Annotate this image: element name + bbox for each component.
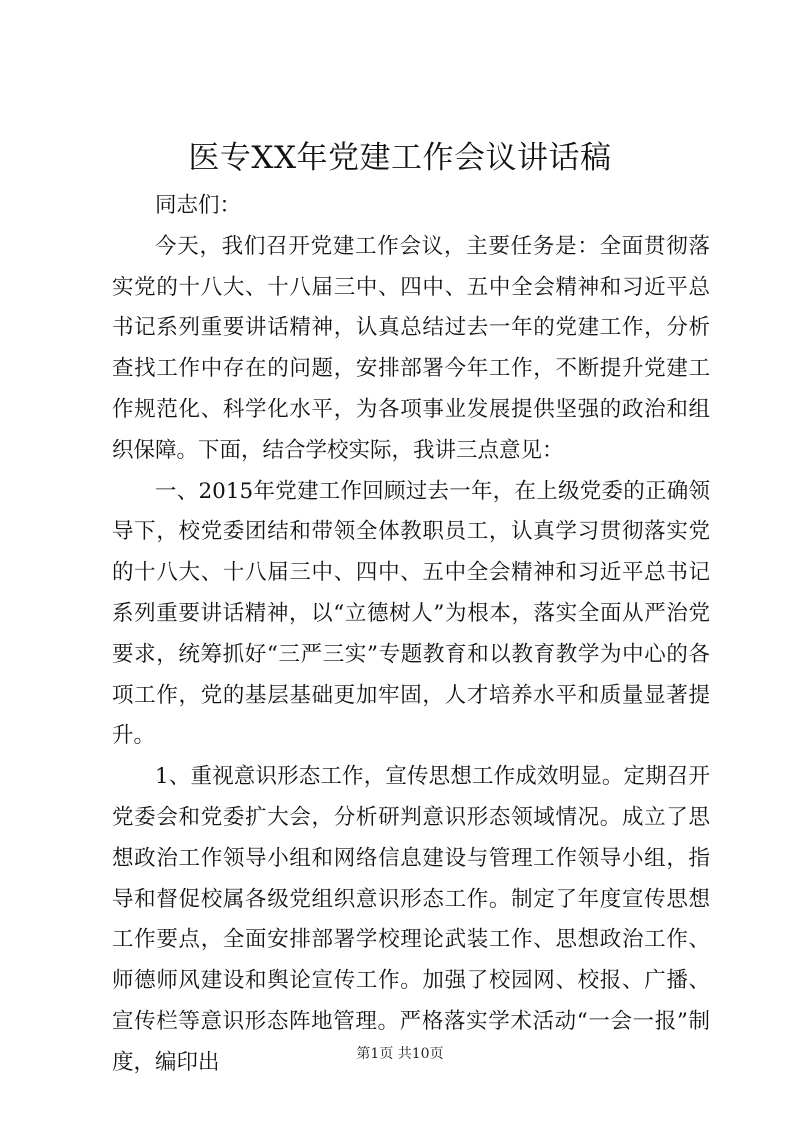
paragraph-review: 一、2015年党建工作回顾过去一年，在上级党委的正确领导下，校党委团结和带领全体教职员工，认真学习贯彻落实党的十八大、十八届三中、四中、五中全会精神和习近平总书记系列重要讲话精神，以“立德树人”为根本，落实全面从严治党要求，统筹抓好“三严三实”专题教育和以教育教学为中心的各项工作，党的基层基础更加牢固，人才培养水平和质量显著提升。 <box>112 478 710 749</box>
paragraph-ideology: 1、重视意识形态工作，宣传思想工作成效明显。定期召开党委会和党委扩大会，分析研判意识形态领域情况。成立了思想政治工作领导小组和网络信息建设与管理工作领导小组，指导和督促校属各级党组织意识形态工作。制定了年度宣传思想工作要点，全面安排部署学校理论武装工作、思想政治工作、师德师风建设和舆论宣传工作。加强了校园网、校报、广播、宣传栏等意识形态阵地管理。严格落实学术活动“一会一报”制度，编印出 <box>112 764 710 1075</box>
document-body <box>112 186 710 1084</box>
paragraph-intro: 今天，我们召开党建工作会议，主要任务是：全面贯彻落实党的十八大、十八届三中、四中、五中全会精神和习近平总书记系列重要讲话精神，认真总结过去一年的党建工作，分析查找工作中存在的问题，安排部署今年工作，不断提升党建工作规范化、科学化水平，为各项事业发展提供坚强的政治和组织保障。下面，结合学校实际，我讲三点意见： <box>112 233 710 463</box>
greeting: 同志们： <box>155 193 242 218</box>
document-title: 医专XX年党建工作会议讲话稿 <box>188 140 612 176</box>
page-footer: 第1页 共10页 <box>356 1046 444 1062</box>
